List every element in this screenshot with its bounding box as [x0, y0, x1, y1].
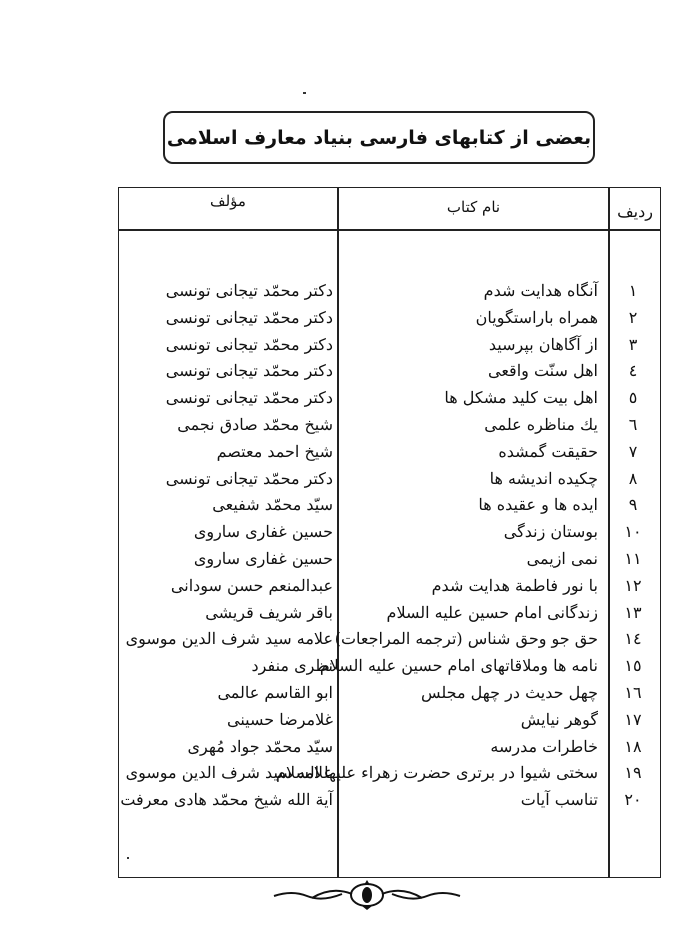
- author-name: دکتر محمّد تیجانی تونسی: [165, 361, 333, 381]
- author-name: باقر شریف قریشی: [205, 602, 333, 622]
- book-name: یك مناظره علمی: [484, 414, 598, 434]
- book-name: اهل سنّت واقعی: [488, 361, 598, 381]
- author-name: دکتر محمّد تیجانی تونسی: [165, 281, 333, 300]
- table-row: [119, 388, 660, 415]
- row-number: ۱٥: [624, 656, 642, 676]
- author-name: دکتر محمّد تیجانی تونسی: [165, 307, 333, 327]
- book-name: خاطرات مدرسه: [490, 736, 598, 756]
- table-row: [119, 549, 660, 576]
- row-number: ۱٤: [624, 629, 642, 649]
- book-name: اهل بیت کلید مشکل ها: [444, 388, 598, 408]
- row-number: ۱۷: [624, 709, 642, 729]
- table-row: [119, 361, 660, 388]
- row-number: ۲۰: [624, 790, 642, 810]
- row-number: ۹: [628, 495, 638, 515]
- row-number: ٥: [628, 388, 638, 408]
- book-name: آنگاه هدایت شدم: [483, 281, 598, 300]
- row-number: ۱۲: [624, 575, 642, 595]
- header-row-number: ردیف: [617, 202, 653, 221]
- table-row: [119, 495, 660, 522]
- book-name: ایده ها و عقیده ها: [478, 495, 598, 515]
- author-name: سیّد محمّد شفیعی: [212, 495, 333, 515]
- table-row: [119, 763, 660, 790]
- author-name: غلامرضا حسینی: [226, 709, 333, 729]
- row-number: ۱۳: [624, 602, 642, 622]
- header-book-name: نام کتاب: [446, 198, 501, 216]
- ornament-divider: [272, 880, 462, 910]
- author-name: سیّد محمّد جواد مُهری: [187, 736, 333, 756]
- book-name: نامه ها وملاقاتهای امام حسین عليه السلام: [319, 656, 598, 676]
- table-row: [119, 790, 660, 817]
- row-number: ۱۸: [624, 736, 642, 756]
- book-name: چکیده اندیشه ها: [489, 468, 598, 488]
- table-row: [119, 603, 660, 630]
- table-row: [119, 710, 660, 737]
- author-name: عبدالمنعم حسن سودانی: [170, 575, 333, 595]
- author-name: دکتر محمّد تیجانی تونسی: [165, 468, 333, 488]
- author-name: دکتر محمّد تیجانی تونسی: [165, 388, 333, 408]
- books-table: [118, 187, 661, 878]
- scan-speck: [303, 92, 306, 94]
- row-number: ۱٦: [624, 682, 642, 702]
- row-number: ۳: [628, 334, 638, 354]
- author-name: حسین غفاری ساروی: [193, 522, 333, 542]
- table-row: [119, 576, 660, 603]
- book-name: تناسب آیات: [520, 790, 598, 810]
- author-name: ابو القاسم عالمی: [217, 682, 333, 702]
- row-number: ۱۱: [624, 548, 642, 568]
- book-name: سختی شیوا در برتری حضرت زهراء عليها السلام: [276, 763, 598, 783]
- book-name: نمی ازیمی: [526, 548, 598, 568]
- author-name: شیخ احمد معتصم: [216, 441, 333, 461]
- row-number: ٤: [628, 361, 638, 381]
- author-name: علامه سید شرف الدین موسوی: [125, 629, 333, 649]
- author-name: آية الله شیخ محمّد هادی معرفت: [120, 790, 333, 810]
- author-name: دکتر محمّد تیجانی تونسی: [165, 334, 333, 354]
- row-number: ۱۰: [624, 522, 642, 542]
- header-author: مؤلف: [210, 192, 246, 210]
- table-row: [119, 335, 660, 362]
- table-row: [119, 308, 660, 335]
- row-number: ۷: [628, 441, 638, 461]
- book-name: چهل حدیث در چهل مجلس: [420, 682, 598, 702]
- row-number: ۱۹: [624, 763, 642, 783]
- table-row: [119, 683, 660, 710]
- row-number: ۲: [628, 307, 638, 327]
- book-name: حق جو وحق شناس (ترجمه المراجعات): [334, 629, 598, 649]
- table-row: [119, 415, 660, 442]
- row-number: ٦: [628, 414, 638, 434]
- book-name: حقیقت گمشده: [498, 441, 598, 461]
- table-body: [119, 281, 660, 817]
- table-row: [119, 522, 660, 549]
- author-name: شیخ محمّد صادق نجمی: [177, 414, 333, 434]
- table-row: [119, 656, 660, 683]
- book-name: همراه باراستگویان: [475, 307, 598, 327]
- table-row: [119, 737, 660, 764]
- book-name: گوهر نیایش: [520, 709, 598, 729]
- book-name: زندگانی امام حسین عليه السلام: [386, 602, 598, 622]
- table-row: [119, 629, 660, 656]
- page-title: بعضی از کتابهای فارسی بنیاد معارف اسلامی: [166, 126, 592, 149]
- author-name: حسین غفاری ساروی: [193, 548, 333, 568]
- header-divider: [119, 229, 660, 231]
- author-name: نظری منفرد: [251, 656, 333, 676]
- book-name: بوستان زندگی: [503, 522, 598, 542]
- table-row: [119, 281, 660, 308]
- table-row: [119, 442, 660, 469]
- title-box: [163, 111, 595, 164]
- table-row: [119, 469, 660, 496]
- row-number: ۱: [628, 281, 638, 300]
- scan-speck: [127, 857, 129, 859]
- row-number: ۸: [628, 468, 638, 488]
- author-name: علامه سید شرف الدین موسوی: [125, 763, 333, 783]
- book-name: با نور فاطمة هدایت شدم: [431, 575, 598, 595]
- book-name: از آگاهان بپرسید: [488, 334, 598, 354]
